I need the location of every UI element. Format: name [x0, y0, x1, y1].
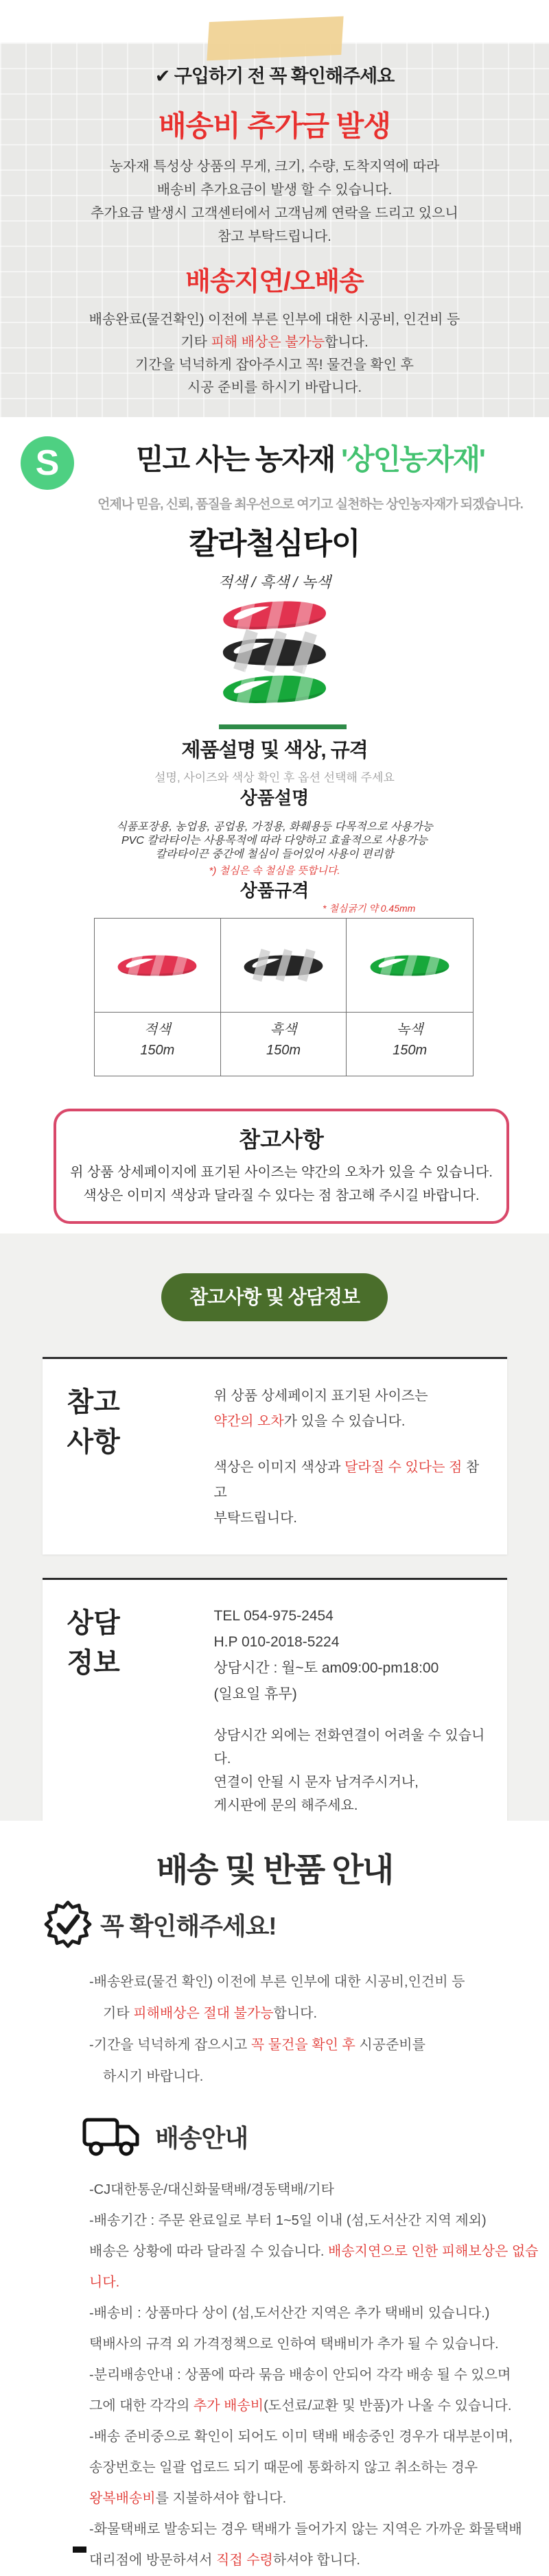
- description-line: 칼라타이끈 중간에 철심이 들어있어 사용이 편리함: [155, 849, 394, 860]
- spec-label-red: 적색 150m: [95, 1012, 221, 1076]
- info-pill-header: 참고사항 및 상담정보: [161, 1273, 388, 1321]
- reference-note-lines: 위 상품 상세페이지에 표기된 사이즈는 약간의 오차가 있을 수 있습니다. 색상은 이미지 색상과 달라질 수 있다는 점 참고해 주시길 바랍니다.: [70, 1165, 493, 1203]
- check-lines: -배송완료(물건 확인) 이전에 부른 인부에 대한 시공비,인건비 등 기타 피해배상은 절대 불가능합니다. -기간을 넉넉하게 잡으시고 꼭 물건을 확인 후 시공준비를 하시기 바랍니다.: [89, 1974, 465, 2084]
- wire-thickness-note: * 철심굵기 약 0.45mm: [323, 903, 416, 914]
- product-photo-red-tie: [215, 595, 334, 635]
- description-line: PVC 칼라타이는 사용목적에 따라 다양하고 효율적으로 사용가능: [121, 835, 428, 847]
- brand-subtitle: 언제나 믿음, 신뢰, 품질을 최우선으로 여기고 실천하는 상인농자재가 되겠습니다.: [97, 497, 523, 512]
- extra-fee-line: 추가요금 발생시 고객센터에서 고객님께 연락을 드리고 있으니: [91, 206, 458, 221]
- spec-table-header: [0, 877, 549, 902]
- check-row: [45, 1902, 549, 1947]
- product-description: [0, 784, 549, 877]
- contact-tel: TEL 054-975-2454: [213, 1608, 334, 1624]
- description-red-note: *) 철심은 속 철심을 뜻합니다.: [209, 865, 340, 877]
- shipping-title: 배송 및 반품 안내: [156, 1852, 393, 1889]
- delay-line: 배송완료(물건확인) 이전에 부른 인부에 대한 시공비, 인건비 등: [89, 312, 460, 327]
- product-photo-green-tie: [215, 670, 334, 707]
- contact-card-body: [170, 1580, 507, 1842]
- purchase-notice-heading: ✔ 구입하기 전 꼭 확인해주세요: [154, 66, 395, 86]
- brand-s-logo-icon: S: [21, 436, 74, 490]
- contact-holiday: (일요일 휴무): [213, 1686, 297, 1702]
- contact-hours: 상담시간 : 월~토 am09:00-pm18:00: [213, 1660, 439, 1676]
- spec-section-subtitle: 설명, 사이즈와 색상 확인 후 옵션 선택해 주세요: [154, 771, 395, 784]
- shipping-section: [0, 1821, 549, 2568]
- spec-table: [94, 918, 474, 1076]
- extra-fee-line: 참고 부탁드립니다.: [218, 229, 331, 244]
- spec-title: 상품규격: [240, 880, 309, 901]
- reference-note-title: 참고사항: [239, 1127, 324, 1152]
- product-photos: [0, 598, 549, 709]
- purchase-notice-section: [0, 43, 549, 417]
- info-section: [0, 1233, 549, 1821]
- check-badge-icon: [45, 1902, 91, 1947]
- contact-card-label: 상담 정보: [67, 1608, 120, 1678]
- spec-label-black: 흑색 150m: [221, 1012, 347, 1076]
- tape-decoration: [207, 16, 343, 61]
- contact-extra: 상담시간 외에는 전화연결이 어려울 수 있습니다. 연결이 안될 시 문자 남겨주시거나, 게시판에 문의 해주세요.: [213, 1728, 485, 1813]
- delivery-lines: -CJ대한통운/대신화물택배/경동택배/기타 -배송기간 : 주문 완료일로 부터 1~5일 이내 (섬,도서산간 지역 제외) 배송은 상황에 따라 달라질 수 있습니다. 배송지연으로 인한 피해보상은 없습니다. -배송비 : 상품마다 상이 (섬,도서산간 지역은 추가 택배비 있습니다.) 택배사의 규격 외 가격정책으로 인하여 택배비가 추가 될 수 있습니다. -분리배송안내 : 상품에 따라 묶음 배송이 안되어 각각 배송 될 수 있으며 그에 대한 각각의 추가 배송비(도선료/교환 및 반품)가 나올 수 있습니다. -배송 준비중으로 확인이 되어도 이미 택배 배송중인 경우가 대부분이며, 송장번호는 일괄 업로드 되기 때문에 통화하지 않고 취소하는 경우 왕복배송비를 지불하셔야 합니다. -화물택배로 발송되는 경우 택배가 들어가지 않는 지역은 가까운 화물택배 대리점에 방문하셔서 직접 수령하셔야 합니다.: [89, 2182, 539, 2568]
- spec-photo-green-tie: [347, 919, 473, 1012]
- delay-title: 배송지연/오배송: [185, 268, 364, 296]
- reference-card-label: 참고 사항: [67, 1387, 120, 1457]
- delivery-row: [81, 2114, 549, 2158]
- extra-fee-line: 배송비 추가요금이 발생 할 수 있습니다.: [156, 182, 393, 198]
- truck-icon: [81, 2115, 144, 2158]
- product-title: 칼라철심타이: [189, 527, 360, 560]
- returns-icon-fragment: [73, 2547, 86, 2553]
- delay-line: 기간을 넉넉하게 잡아주시고 꼭! 물건을 확인 후: [135, 357, 414, 373]
- green-divider-bar: [219, 724, 347, 729]
- delay-line: 시공 준비를 하시기 바랍니다.: [187, 380, 362, 395]
- product-header: [0, 519, 549, 592]
- extra-fee-body: [0, 155, 549, 248]
- reference-note-box: [54, 1109, 509, 1224]
- extra-fee-line: 농자재 특성상 상품의 무게, 크기, 수량, 도착지역에 따라: [109, 159, 440, 174]
- delay-body: [0, 309, 549, 399]
- spec-photo-red-tie: [95, 919, 221, 1012]
- description-line: 식품포장용, 농업용, 공업용, 가정용, 화훼용등 다목적으로 사용가능: [116, 821, 433, 833]
- product-photo-black-tie: [215, 633, 334, 670]
- extra-fee-title: 배송비 추가금 발생: [159, 110, 390, 142]
- delivery-title: 배송안내: [155, 2123, 248, 2152]
- contact-card: [43, 1578, 507, 1842]
- spec-photo-black-tie: [221, 919, 347, 1012]
- product-color-options: 적색 / 흑색 / 녹색: [218, 574, 331, 591]
- brand-header: [0, 435, 549, 512]
- check-title: 꼭 확인해주세요!: [100, 1911, 277, 1940]
- description-lines: [0, 820, 549, 862]
- spec-label-green: 녹색 150m: [347, 1012, 473, 1076]
- delay-line: 기타 피해 배상은 불가능합니다.: [180, 335, 369, 350]
- reference-card-body: 위 상품 상세페이지 표기된 사이즈는 약간의 오차가 있을 수 있습니다. 색상은 이미지 색상과 달라질 수 있다는 점 참고 부탁드립니다.: [213, 1389, 480, 1526]
- spec-section-title: 제품설명 및 색상, 규격: [181, 740, 368, 761]
- description-title: 상품설명: [240, 788, 309, 808]
- reference-card: [43, 1357, 507, 1555]
- contact-hp: H.P 010-2018-5224: [213, 1634, 340, 1650]
- spec-section-header: [0, 735, 549, 785]
- brand-title: 믿고 사는 농자재 '상인농자재': [136, 443, 484, 475]
